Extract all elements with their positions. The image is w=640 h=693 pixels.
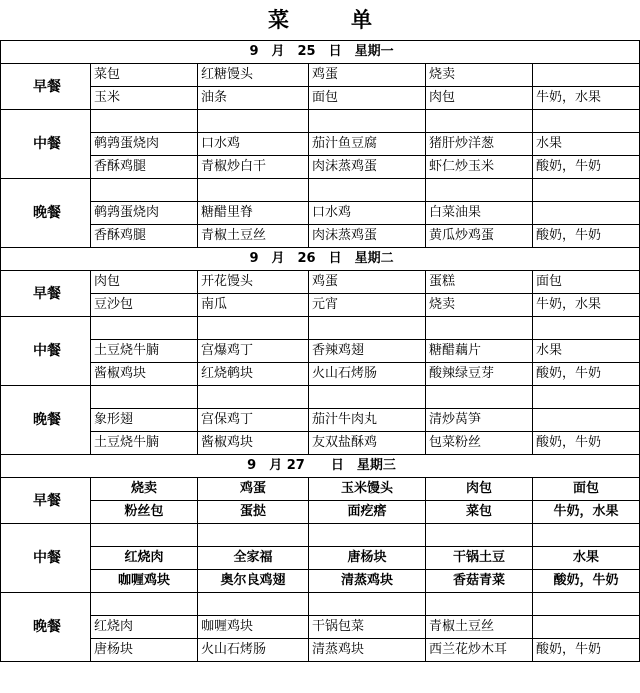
empty-cell	[533, 110, 640, 133]
dish-cell: 青椒土豆丝	[426, 616, 533, 639]
dish-cell: 鸡蛋	[309, 64, 426, 87]
dish-cell: 菜包	[91, 64, 198, 87]
dish-cell: 红糖馒头	[198, 64, 309, 87]
empty-cell	[426, 179, 533, 202]
dish-cell: 唐杨块	[91, 639, 198, 662]
dish-cell: 牛奶，水果	[533, 87, 640, 110]
dish-cell: 南瓜	[198, 294, 309, 317]
dish-cell: 宫保鸡丁	[198, 409, 309, 432]
dish-cell: 肉包	[426, 87, 533, 110]
day-header: 9 月 27 日 星期三	[1, 455, 640, 478]
menu-row	[1, 110, 640, 133]
dish-cell: 清蒸鸡块	[309, 570, 426, 593]
dish-cell: 蛋挞	[198, 501, 309, 524]
dish-cell: 猪肝炒洋葱	[426, 133, 533, 156]
dish-cell: 干锅土豆	[426, 547, 533, 570]
dish-cell: 鹌鹑蛋烧肉	[91, 202, 198, 225]
empty-cell	[426, 317, 533, 340]
empty-cell	[533, 179, 640, 202]
meal-label: 中餐	[1, 317, 91, 386]
dish-cell: 鹌鹑蛋烧肉	[91, 133, 198, 156]
dish-cell: 清蒸鸡块	[309, 639, 426, 662]
dish-cell: 咖喱鸡块	[198, 616, 309, 639]
empty-cell	[533, 524, 640, 547]
dish-cell: 肉沫蒸鸡蛋	[309, 156, 426, 179]
dish-cell: 水果	[533, 133, 640, 156]
meal-label: 晚餐	[1, 179, 91, 248]
empty-cell	[533, 64, 640, 87]
dish-cell: 全家福	[198, 547, 309, 570]
dish-cell: 肉沫蒸鸡蛋	[309, 225, 426, 248]
menu-row	[1, 524, 640, 547]
dish-cell: 菜包	[426, 501, 533, 524]
day-header-row	[1, 248, 640, 271]
dish-cell: 牛奶，水果	[533, 294, 640, 317]
dish-cell: 友双盐酥鸡	[309, 432, 426, 455]
dish-cell: 酱椒鸡块	[91, 363, 198, 386]
empty-cell	[309, 593, 426, 616]
menu-row	[1, 225, 640, 248]
dish-cell: 烧卖	[91, 478, 198, 501]
empty-cell	[198, 110, 309, 133]
dish-cell: 牛奶，水果	[533, 501, 640, 524]
dish-cell: 干锅包菜	[309, 616, 426, 639]
dish-cell: 火山石烤肠	[198, 639, 309, 662]
dish-cell: 白菜油果	[426, 202, 533, 225]
dish-cell: 口水鸡	[309, 202, 426, 225]
dish-cell: 烧卖	[426, 294, 533, 317]
menu-row	[1, 593, 640, 616]
meal-label: 中餐	[1, 524, 91, 593]
dish-cell: 象形翅	[91, 409, 198, 432]
dish-cell: 酸奶，牛奶	[533, 570, 640, 593]
dish-cell: 开花馒头	[198, 271, 309, 294]
empty-cell	[426, 386, 533, 409]
menu-row	[1, 363, 640, 386]
dish-cell: 酸奶，牛奶	[533, 432, 640, 455]
empty-cell	[309, 110, 426, 133]
dish-cell: 面包	[309, 87, 426, 110]
empty-cell	[426, 524, 533, 547]
dish-cell: 包菜粉丝	[426, 432, 533, 455]
empty-cell	[198, 386, 309, 409]
menu-row	[1, 501, 640, 524]
day-header-row	[1, 455, 640, 478]
dish-cell: 元宵	[309, 294, 426, 317]
dish-cell: 香酥鸡腿	[91, 225, 198, 248]
dish-cell: 酸辣绿豆芽	[426, 363, 533, 386]
dish-cell: 面疙瘩	[309, 501, 426, 524]
dish-cell: 香菇青菜	[426, 570, 533, 593]
menu-row	[1, 64, 640, 87]
menu-row	[1, 570, 640, 593]
dish-cell: 火山石烤肠	[309, 363, 426, 386]
menu-row	[1, 547, 640, 570]
menu-row	[1, 409, 640, 432]
day-header: 9 月 26 日 星期二	[1, 248, 640, 271]
dish-cell: 玉米馒头	[309, 478, 426, 501]
dish-cell: 虾仁炒玉米	[426, 156, 533, 179]
menu-row	[1, 156, 640, 179]
dish-cell: 糖醋里脊	[198, 202, 309, 225]
dish-cell: 玉米	[91, 87, 198, 110]
dish-cell: 水果	[533, 547, 640, 570]
dish-cell: 宫爆鸡丁	[198, 340, 309, 363]
empty-cell	[533, 317, 640, 340]
empty-cell	[198, 524, 309, 547]
dish-cell: 酸奶，牛奶	[533, 639, 640, 662]
empty-cell	[426, 593, 533, 616]
menu-row	[1, 386, 640, 409]
dish-cell: 肉包	[426, 478, 533, 501]
day-header: 9 月 25 日 星期一	[1, 41, 640, 64]
empty-cell	[198, 179, 309, 202]
menu-table	[0, 40, 640, 662]
dish-cell: 青椒土豆丝	[198, 225, 309, 248]
menu-title	[0, 0, 640, 40]
dish-cell: 酸奶，牛奶	[533, 156, 640, 179]
dish-cell: 酸奶，牛奶	[533, 363, 640, 386]
meal-label: 晚餐	[1, 593, 91, 662]
dish-cell: 唐杨块	[309, 547, 426, 570]
dish-cell: 口水鸡	[198, 133, 309, 156]
empty-cell	[91, 179, 198, 202]
dish-cell: 红烧肉	[91, 616, 198, 639]
menu-row	[1, 294, 640, 317]
empty-cell	[91, 524, 198, 547]
menu-row	[1, 616, 640, 639]
empty-cell	[533, 593, 640, 616]
dish-cell: 土豆烧牛腩	[91, 432, 198, 455]
empty-cell	[91, 317, 198, 340]
empty-cell	[309, 386, 426, 409]
dish-cell: 奥尔良鸡翅	[198, 570, 309, 593]
empty-cell	[91, 110, 198, 133]
dish-cell: 青椒炒白干	[198, 156, 309, 179]
empty-cell	[426, 110, 533, 133]
dish-cell: 面包	[533, 478, 640, 501]
menu-row	[1, 179, 640, 202]
dish-cell: 面包	[533, 271, 640, 294]
empty-cell	[198, 317, 309, 340]
dish-cell: 茄汁牛肉丸	[309, 409, 426, 432]
dish-cell: 鸡蛋	[198, 478, 309, 501]
meal-label: 中餐	[1, 110, 91, 179]
dish-cell: 糖醋藕片	[426, 340, 533, 363]
dish-cell: 西兰花炒木耳	[426, 639, 533, 662]
menu-row	[1, 639, 640, 662]
dish-cell: 肉包	[91, 271, 198, 294]
dish-cell: 酱椒鸡块	[198, 432, 309, 455]
menu-row	[1, 133, 640, 156]
dish-cell: 酸奶，牛奶	[533, 225, 640, 248]
day-header-row	[1, 41, 640, 64]
dish-cell: 黄瓜炒鸡蛋	[426, 225, 533, 248]
empty-cell	[91, 593, 198, 616]
menu-row	[1, 317, 640, 340]
dish-cell: 豆沙包	[91, 294, 198, 317]
dish-cell: 清炒莴笋	[426, 409, 533, 432]
menu-row	[1, 271, 640, 294]
title-char-1: 菜	[268, 8, 289, 32]
dish-cell: 粉丝包	[91, 501, 198, 524]
meal-label: 早餐	[1, 271, 91, 317]
dish-cell: 香酥鸡腿	[91, 156, 198, 179]
dish-cell: 油条	[198, 87, 309, 110]
menu-row	[1, 87, 640, 110]
empty-cell	[533, 202, 640, 225]
dish-cell: 蛋糕	[426, 271, 533, 294]
empty-cell	[533, 616, 640, 639]
menu-row	[1, 478, 640, 501]
empty-cell	[533, 386, 640, 409]
empty-cell	[198, 593, 309, 616]
empty-cell	[309, 524, 426, 547]
menu-row	[1, 340, 640, 363]
dish-cell: 红烧鹌块	[198, 363, 309, 386]
dish-cell: 水果	[533, 340, 640, 363]
title-char-2: 单	[351, 8, 372, 32]
meal-label: 晚餐	[1, 386, 91, 455]
dish-cell: 烧卖	[426, 64, 533, 87]
dish-cell: 红烧肉	[91, 547, 198, 570]
dish-cell: 土豆烧牛腩	[91, 340, 198, 363]
dish-cell: 咖喱鸡块	[91, 570, 198, 593]
menu-row	[1, 432, 640, 455]
empty-cell	[309, 317, 426, 340]
dish-cell: 鸡蛋	[309, 271, 426, 294]
meal-label: 早餐	[1, 478, 91, 524]
meal-label: 早餐	[1, 64, 91, 110]
dish-cell: 茄汁鱼豆腐	[309, 133, 426, 156]
empty-cell	[91, 386, 198, 409]
empty-cell	[309, 179, 426, 202]
dish-cell: 香辣鸡翅	[309, 340, 426, 363]
empty-cell	[533, 409, 640, 432]
menu-row	[1, 202, 640, 225]
